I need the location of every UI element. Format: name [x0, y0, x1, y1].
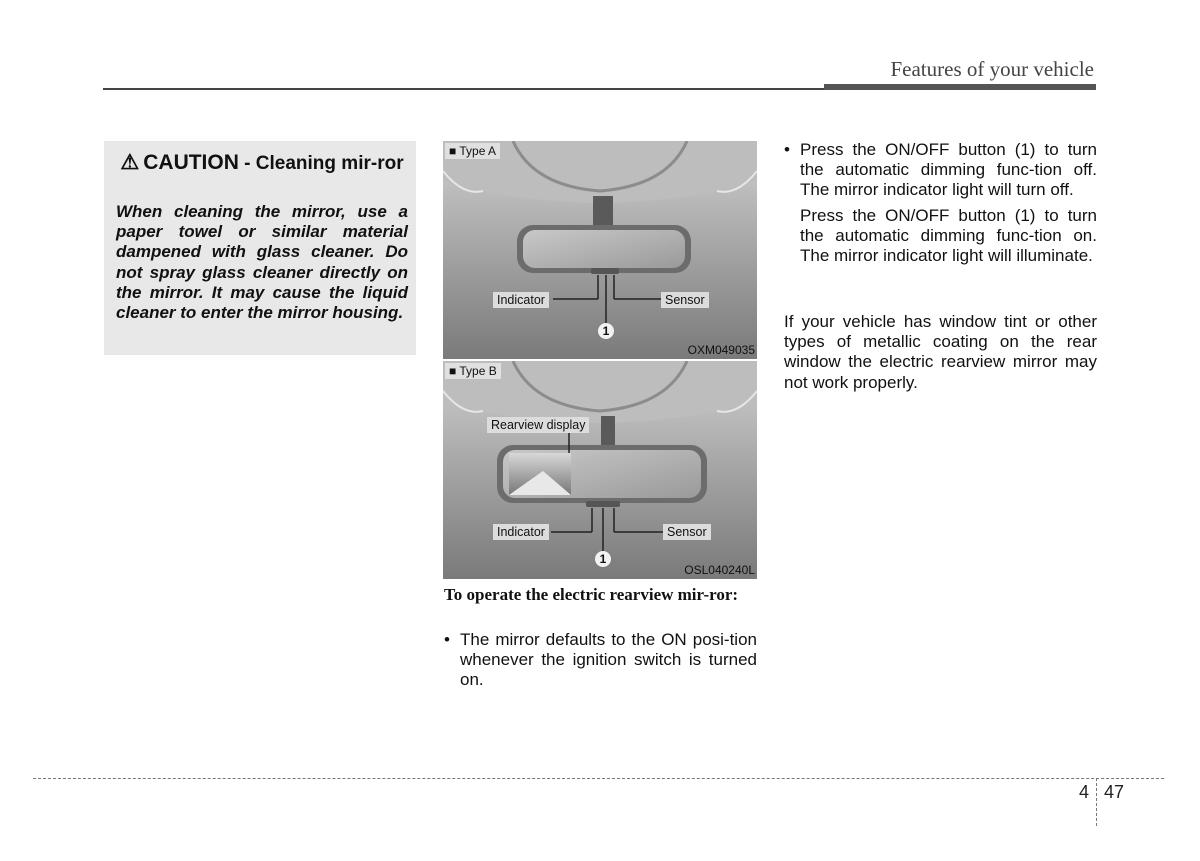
bullet-default-on [444, 630, 757, 691]
window-tint-paragraph: If your vehicle has window tint or other types of metallic coating on the rear window the electric rearview mirror may not work properly. [784, 312, 1097, 392]
indicator-callout-a: Indicator [493, 292, 549, 308]
figure-type-b [443, 361, 757, 579]
caution-body: When cleaning the mirror, use a paper towel or similar material dampened with glass cleaner. Do not spray glass cleaner directly on the mirror. It may cause the liquid cleaner to enter the mirror housing. [116, 202, 408, 323]
bullet-mark: • [784, 140, 790, 159]
onoff-button-number-a: 1 [598, 323, 614, 339]
bullet-default-on-text: The mirror defaults to the ON posi-tion whenever the ignition switch is turned on. [460, 630, 757, 690]
footer-rule [33, 778, 1164, 779]
rearview-display-callout: Rearview display [487, 417, 589, 433]
page-header-title: Features of your vehicle [890, 57, 1094, 81]
bullet-mark: • [444, 630, 450, 649]
figure-type-a [443, 141, 757, 359]
caution-title-caps: CAUTION [143, 151, 239, 174]
operate-heading: To operate the electric rearview mir-ror: [444, 585, 739, 604]
warning-triangle-icon: ⚠ [120, 151, 140, 174]
sensor-callout-b: Sensor [663, 524, 711, 540]
bullet-onoff-button [784, 140, 1097, 266]
page-number: 47 [1104, 782, 1125, 802]
chapter-number: 4 [1079, 782, 1090, 802]
sensor-callout-a: Sensor [661, 292, 709, 308]
caution-box [104, 141, 416, 355]
figure-a-code: OXM049035 [687, 343, 755, 357]
figure-a-label: ■ Type A [445, 143, 500, 159]
mirror-illustration-b [443, 361, 757, 579]
onoff-button-number-b: 1 [595, 551, 611, 567]
figure-b-label: ■ Type B [445, 363, 501, 379]
figure-b-code: OSL040240L [684, 563, 755, 577]
caution-title-rest: - Cleaning mir-ror [238, 153, 404, 174]
footer-divider [1096, 778, 1097, 826]
indicator-callout-b: Indicator [493, 524, 549, 540]
caution-title [116, 152, 408, 175]
header-rule-accent [824, 84, 1096, 90]
bullet-onoff-off-text: Press the ON/OFF button (1) to turn the automatic dimming func-tion off. The mirror indicator light will turn off. [800, 140, 1097, 200]
bullet-onoff-on-text: Press the ON/OFF button (1) to turn the automatic dimming func-tion on. The mirror indicator light will illuminate. [800, 205, 1097, 266]
